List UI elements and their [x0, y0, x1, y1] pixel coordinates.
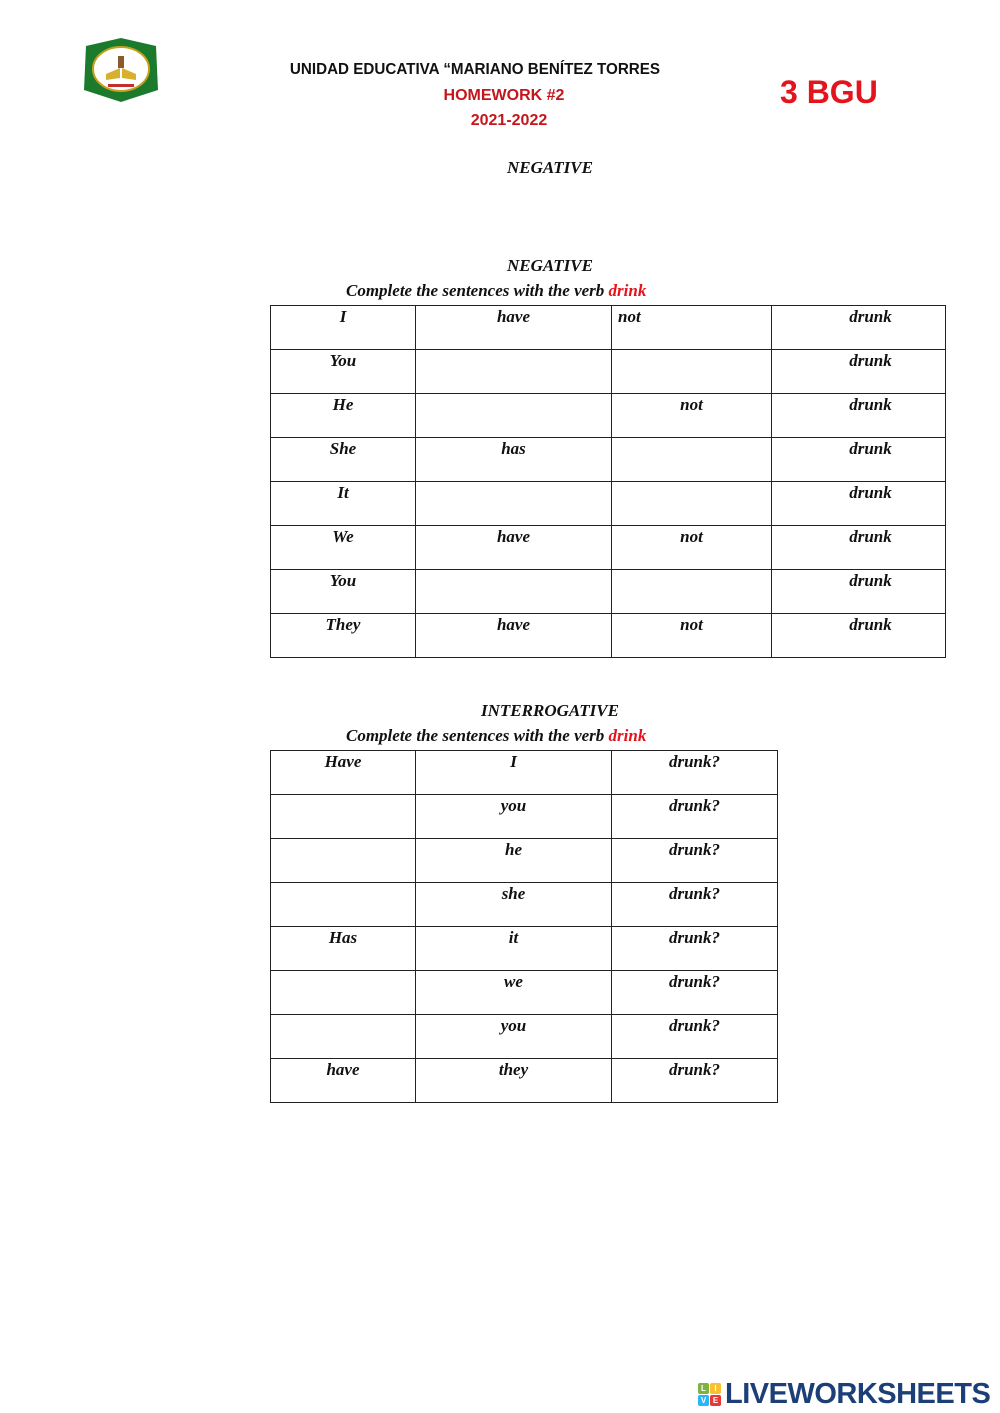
- table-cell: have: [416, 614, 612, 658]
- table-row: [271, 306, 946, 350]
- table-cell: drunk?: [612, 1015, 778, 1059]
- table-cell: He: [271, 394, 416, 438]
- table-cell: I: [271, 306, 416, 350]
- table-row: [271, 526, 946, 570]
- table-row: [271, 927, 778, 971]
- table-cell: have: [271, 1059, 416, 1103]
- table-cell: not: [612, 394, 772, 438]
- table-cell: have: [416, 526, 612, 570]
- answer-blank-cell[interactable]: [271, 839, 416, 883]
- table-row: [271, 570, 946, 614]
- table-cell: She: [271, 438, 416, 482]
- answer-blank-cell[interactable]: [612, 438, 772, 482]
- table-cell: drunk?: [612, 883, 778, 927]
- table-row: [271, 751, 778, 795]
- grade-label: 3 BGU: [780, 74, 878, 110]
- table-cell: drunk: [772, 350, 946, 394]
- table-row: [271, 883, 778, 927]
- interrogative-heading: INTERROGATIVE: [481, 701, 619, 720]
- table-cell: it: [416, 927, 612, 971]
- table-cell: not: [612, 306, 772, 350]
- table-cell: you: [416, 795, 612, 839]
- table-cell: he: [416, 839, 612, 883]
- table-cell: we: [416, 971, 612, 1015]
- table-cell: you: [416, 1015, 612, 1059]
- negative-heading: NEGATIVE: [507, 256, 593, 275]
- table-cell: drunk?: [612, 1059, 778, 1103]
- answer-blank-cell[interactable]: [612, 482, 772, 526]
- table-cell: drunk?: [612, 927, 778, 971]
- table-cell: You: [271, 350, 416, 394]
- negative-instruction: [346, 281, 646, 301]
- table-cell: drunk?: [612, 839, 778, 883]
- table-cell: It: [271, 482, 416, 526]
- table-cell: drunk?: [612, 751, 778, 795]
- table-cell: drunk: [772, 306, 946, 350]
- badge-letter: E: [710, 1395, 721, 1406]
- table-row: [271, 1015, 778, 1059]
- live-badge-icon: [698, 1383, 721, 1406]
- table-cell: drunk?: [612, 795, 778, 839]
- interrogative-table: [270, 750, 778, 1103]
- table-cell: I: [416, 751, 612, 795]
- table-row: [271, 482, 946, 526]
- verb-highlight: drink: [608, 726, 647, 745]
- badge-letter: V: [698, 1395, 709, 1406]
- table-cell: drunk: [772, 614, 946, 658]
- table-cell: has: [416, 438, 612, 482]
- answer-blank-cell[interactable]: [271, 1015, 416, 1059]
- table-cell: drunk: [772, 438, 946, 482]
- homework-title: HOMEWORK #2: [443, 87, 565, 104]
- badge-letter: L: [698, 1383, 709, 1394]
- table-cell: drunk: [772, 394, 946, 438]
- table-row: [271, 394, 946, 438]
- school-year: 2021-2022: [470, 112, 548, 129]
- table-cell: she: [416, 883, 612, 927]
- table-cell: We: [271, 526, 416, 570]
- table-row: [271, 614, 946, 658]
- table-cell: not: [612, 526, 772, 570]
- table-row: [271, 839, 778, 883]
- school-name: UNIDAD EDUCATIVA “MARIANO BENÍTEZ TORRES: [289, 61, 661, 78]
- brand-name: LIVEWORKSHEETS: [725, 1378, 991, 1410]
- interrogative-instruction: [346, 726, 646, 746]
- table-cell: drunk: [772, 482, 946, 526]
- table-row: [271, 795, 778, 839]
- table-cell: have: [416, 306, 612, 350]
- badge-letter: I: [710, 1383, 721, 1394]
- verb-highlight: drink: [608, 281, 647, 300]
- liveworksheets-logo: [698, 1378, 990, 1411]
- instruction-text: Complete the sentences with the verb: [346, 281, 609, 300]
- answer-blank-cell[interactable]: [612, 570, 772, 614]
- table-cell: drunk: [772, 526, 946, 570]
- table-cell: Have: [271, 751, 416, 795]
- table-row: [271, 350, 946, 394]
- table-row: [271, 971, 778, 1015]
- table-row: [271, 438, 946, 482]
- answer-blank-cell[interactable]: [612, 350, 772, 394]
- table-row: [271, 1059, 778, 1103]
- table-cell: drunk: [772, 570, 946, 614]
- table-cell: Has: [271, 927, 416, 971]
- table-cell: You: [271, 570, 416, 614]
- table-cell: They: [271, 614, 416, 658]
- answer-blank-cell[interactable]: [416, 570, 612, 614]
- answer-blank-cell[interactable]: [271, 971, 416, 1015]
- negative-table: [270, 305, 946, 658]
- table-cell: drunk?: [612, 971, 778, 1015]
- top-heading: NEGATIVE: [507, 158, 593, 177]
- answer-blank-cell[interactable]: [271, 883, 416, 927]
- answer-blank-cell[interactable]: [416, 394, 612, 438]
- answer-blank-cell[interactable]: [416, 350, 612, 394]
- table-cell: they: [416, 1059, 612, 1103]
- instruction-text: Complete the sentences with the verb: [346, 726, 609, 745]
- answer-blank-cell[interactable]: [271, 795, 416, 839]
- answer-blank-cell[interactable]: [416, 482, 612, 526]
- table-cell: not: [612, 614, 772, 658]
